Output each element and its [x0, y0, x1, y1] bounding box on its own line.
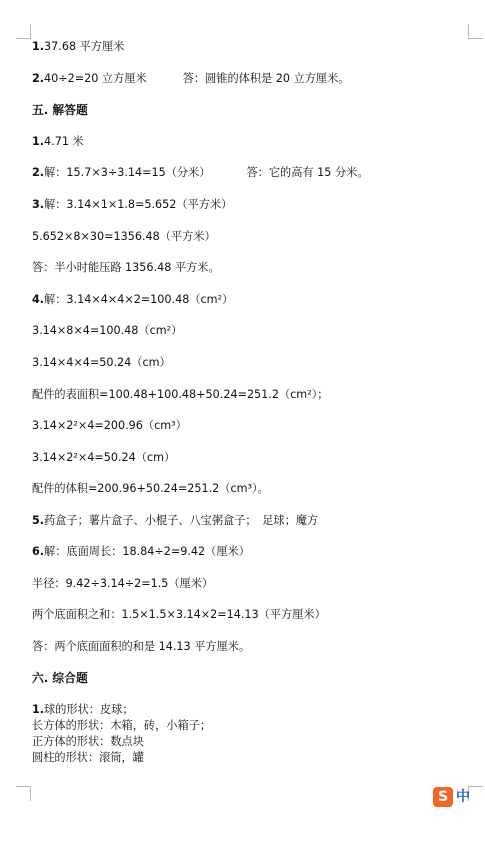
- answer-line: 3.14×2²×4=200.96（cm³）: [32, 419, 187, 432]
- answer-line: 1.球的形状：皮球；: [32, 703, 134, 716]
- answer-line: 3.14×8×4=100.48（cm²）: [32, 324, 183, 337]
- answer-line: 6.解：底面周长：18.84÷2=9.42（厘米）: [32, 545, 250, 558]
- answer-line: 答：两个底面面积的和是 14.13 平方厘米。: [32, 640, 251, 653]
- page-corner-mark: [16, 24, 31, 39]
- page-corner-mark: [468, 24, 483, 39]
- section-heading: 六. 综合题: [32, 671, 88, 685]
- answer-line: 答：半小时能压路 1356.48 平方米。: [32, 261, 220, 274]
- ime-toolbar[interactable]: [433, 787, 485, 807]
- answer-line: 正方体的形状：数点块: [32, 735, 144, 748]
- sogou-logo-icon[interactable]: S: [433, 787, 453, 807]
- answer-line: 4.解：3.14×4×4×2=100.48（cm²）: [32, 293, 234, 306]
- input-mode-toggle[interactable]: 中: [456, 789, 470, 805]
- answer-line: 5.652×8×30=1356.48（平方米）: [32, 230, 216, 243]
- answer-line: 2.解：15.7×3÷3.14=15（分米） 答：它的高有 15 分米。: [32, 166, 369, 179]
- answer-line: 圆柱的形状：滚筒，罐: [32, 751, 144, 764]
- answer-line: 3.解：3.14×1×1.8=5.652（平方米）: [32, 198, 233, 211]
- answer-line: 2.40÷2=20 立方厘米 答：圆锥的体积是 20 立方厘米。: [32, 72, 350, 85]
- page-corner-mark: [16, 786, 31, 801]
- answer-line: 5.药盒子；薯片盒子、小棍子、八宝粥盒子； 足球；魔方: [32, 514, 319, 527]
- answer-line: 1.4.71 米: [32, 135, 84, 148]
- answer-line: 长方体的形状：木箱，砖，小箱子；: [32, 719, 212, 732]
- section-heading: 五. 解答题: [32, 103, 88, 117]
- answer-line: 半径：9.42÷3.14÷2=1.5（厘米）: [32, 577, 214, 590]
- answer-line: 3.14×4×4=50.24（cm）: [32, 356, 171, 369]
- answer-line: 两个底面积之和：1.5×1.5×3.14×2=14.13（平方厘米）: [32, 608, 326, 621]
- answer-line: 配件的表面积=100.48+100.48+50.24=251.2（cm²）；: [32, 388, 329, 401]
- answer-line: 3.14×2²×4=50.24（cm）: [32, 451, 176, 464]
- answer-line: 1.37.68 平方厘米: [32, 40, 125, 53]
- answer-line: 配件的体积=200.96+50.24=251.2（cm³）。: [32, 482, 269, 495]
